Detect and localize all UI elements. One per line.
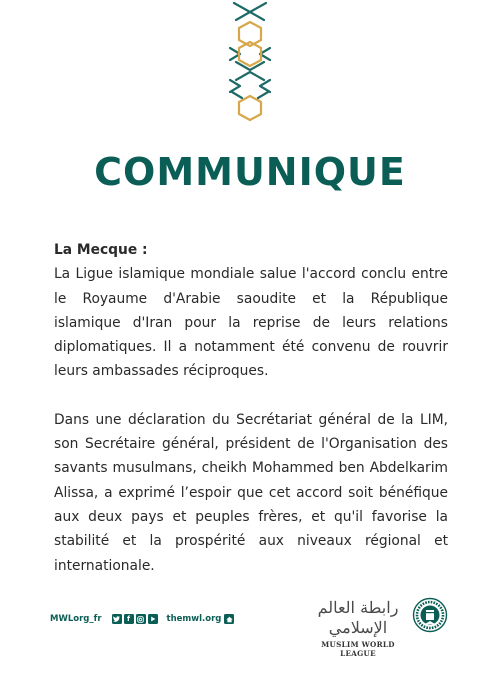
youtube-icon[interactable] bbox=[148, 614, 158, 624]
paragraph-1: La Ligue islamique mondiale salue l'accord conclu entre le Royaume d'Arabie saoudite et la République islamique d'Iran pour la reprise de leurs relations diplomatiques. Il a notamment été convenu de rouvrir leurs ambassades réciproques. bbox=[54, 266, 448, 380]
facebook-icon[interactable]: f bbox=[124, 614, 134, 624]
twitter-icon[interactable] bbox=[112, 614, 122, 624]
home-icon[interactable] bbox=[224, 614, 234, 624]
page-title: COMMUNIQUE bbox=[94, 150, 406, 194]
logo-arabic-name: رابطة العالم الإسلامي bbox=[317, 598, 399, 637]
decorative-hexagon-pattern bbox=[222, 0, 278, 130]
communique-body bbox=[54, 238, 448, 578]
paragraph-2: Dans une déclaration du Secrétariat général de la LIM, son Secrétaire général, président de l'Organisation des savants musulmans, cheikh Mohammed ben Abdelkarim Alissa, a exprimé l’espoir que cet accord soit bénéfique aux deux pays et peuples frères, et qu'il favorise la stabilité et la prospérité aux niveaux régional et internationale. bbox=[54, 411, 448, 574]
location-heading: La Mecque : bbox=[54, 242, 148, 258]
footer-social-bar bbox=[50, 611, 234, 627]
social-handle[interactable]: MWLorg_fr bbox=[50, 614, 102, 624]
social-icons bbox=[112, 614, 158, 624]
logo-english-name: MUSLIM WORLD LEAGUE bbox=[321, 640, 395, 658]
mwl-logo-text bbox=[304, 598, 412, 658]
mwl-emblem-icon bbox=[412, 597, 448, 633]
website-link[interactable]: themwl.org bbox=[166, 614, 222, 624]
instagram-icon[interactable] bbox=[136, 614, 146, 624]
